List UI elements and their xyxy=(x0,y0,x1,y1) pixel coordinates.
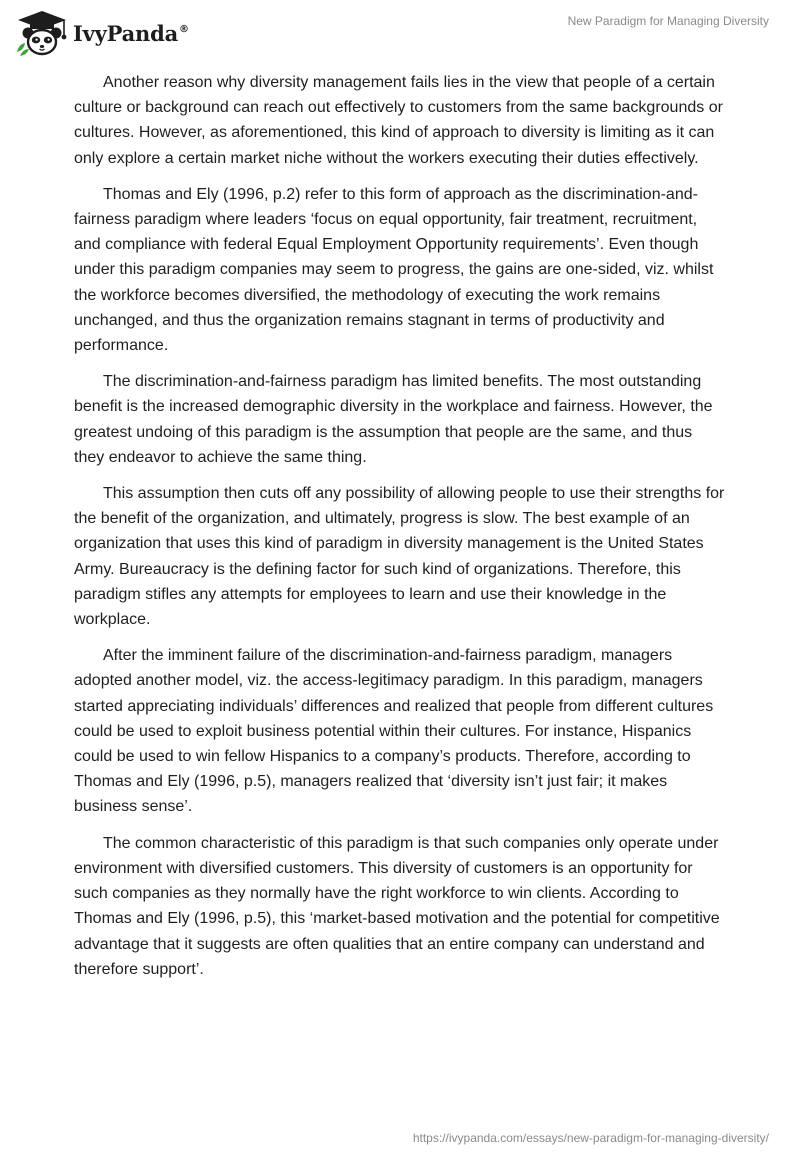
paragraph: Another reason why diversity management fails lies in the view that people of a certain culture or background can reach out effectively to customers from the same backgrounds or cultures. However, as aforementioned, this kind of approach to diversity is limiting as it can only explore a certain market niche without the workers executing their duties effectively. xyxy=(74,74,723,167)
essay-body xyxy=(74,70,726,993)
page-header xyxy=(0,0,800,60)
paragraph: This assumption then cuts off any possibility of allowing people to use their strengths for the benefit of the organization, and ultimately, progress is slow. The best example of an organization that uses this kind of paradigm in diversity management is the United States Army. Bureaucracy is the defining factor for such kind of organizations. Therefore, this paradigm stifles any attempts for employees to learn and use their knowledge in the workplace. xyxy=(74,485,725,629)
source-url[interactable]: https://ivypanda.com/essays/new-paradigm-for-managing-diversity/ xyxy=(412,1131,769,1145)
logo-text: IvyPanda xyxy=(73,20,179,46)
paragraph: Thomas and Ely (1996, p.2) refer to this form of approach as the discrimination-and-fairness paradigm where leaders ‘focus on equal opportunity, fair treatment, recruitment, and compliance with federal Equal Employment Opportunity requirements’. Even though under this paradigm companies may seem to progress, the gains are one-sided, viz. whilst the workforce becomes diversified, the methodology of executing the work remains unchanged, and thus the organization remains stagnant in terms of productivity and performance. xyxy=(74,185,714,355)
registered-mark: ® xyxy=(179,23,189,35)
paragraph: After the imminent failure of the discrimination-and-fairness paradigm, managers adopted another model, viz. the access-legitimacy paradigm. In this paradigm, managers started appreciating individuals’ differences and realized that people from different cultures could be used to exploit business potential within their cultures. For instance, Hispanics could be used to win fellow Hispanics to a company’s products. Therefore, according to Thomas and Ely (1996, p.5), managers realized that ‘diversity isn’t just fair; it makes business sense’. xyxy=(74,647,714,816)
panda-graduate-icon xyxy=(14,8,70,58)
ivypanda-logo[interactable] xyxy=(14,8,189,58)
document-title: New Paradigm for Managing Diversity xyxy=(567,14,769,28)
paragraph: The common characteristic of this paradigm is that such companies only operate under environment with diversified customers. This diversity of customers is an opportunity for such companies as they normally have the right workforce to win clients. According to Thomas and Ely (1996, p.5), this ‘market-based motivation and the potential for competitive advantage that it suggests are often qualities that an entire company can understand and therefore support’. xyxy=(74,834,720,978)
paragraph: The discrimination-and-fairness paradigm has limited benefits. The most outstanding benefit is the increased demographic diversity in the workplace and fairness. However, the greatest undoing of this paradigm is the assumption that people are the same, and thus they endeavor to achieve the same thing. xyxy=(74,373,713,466)
logo-wordmark xyxy=(73,21,189,46)
